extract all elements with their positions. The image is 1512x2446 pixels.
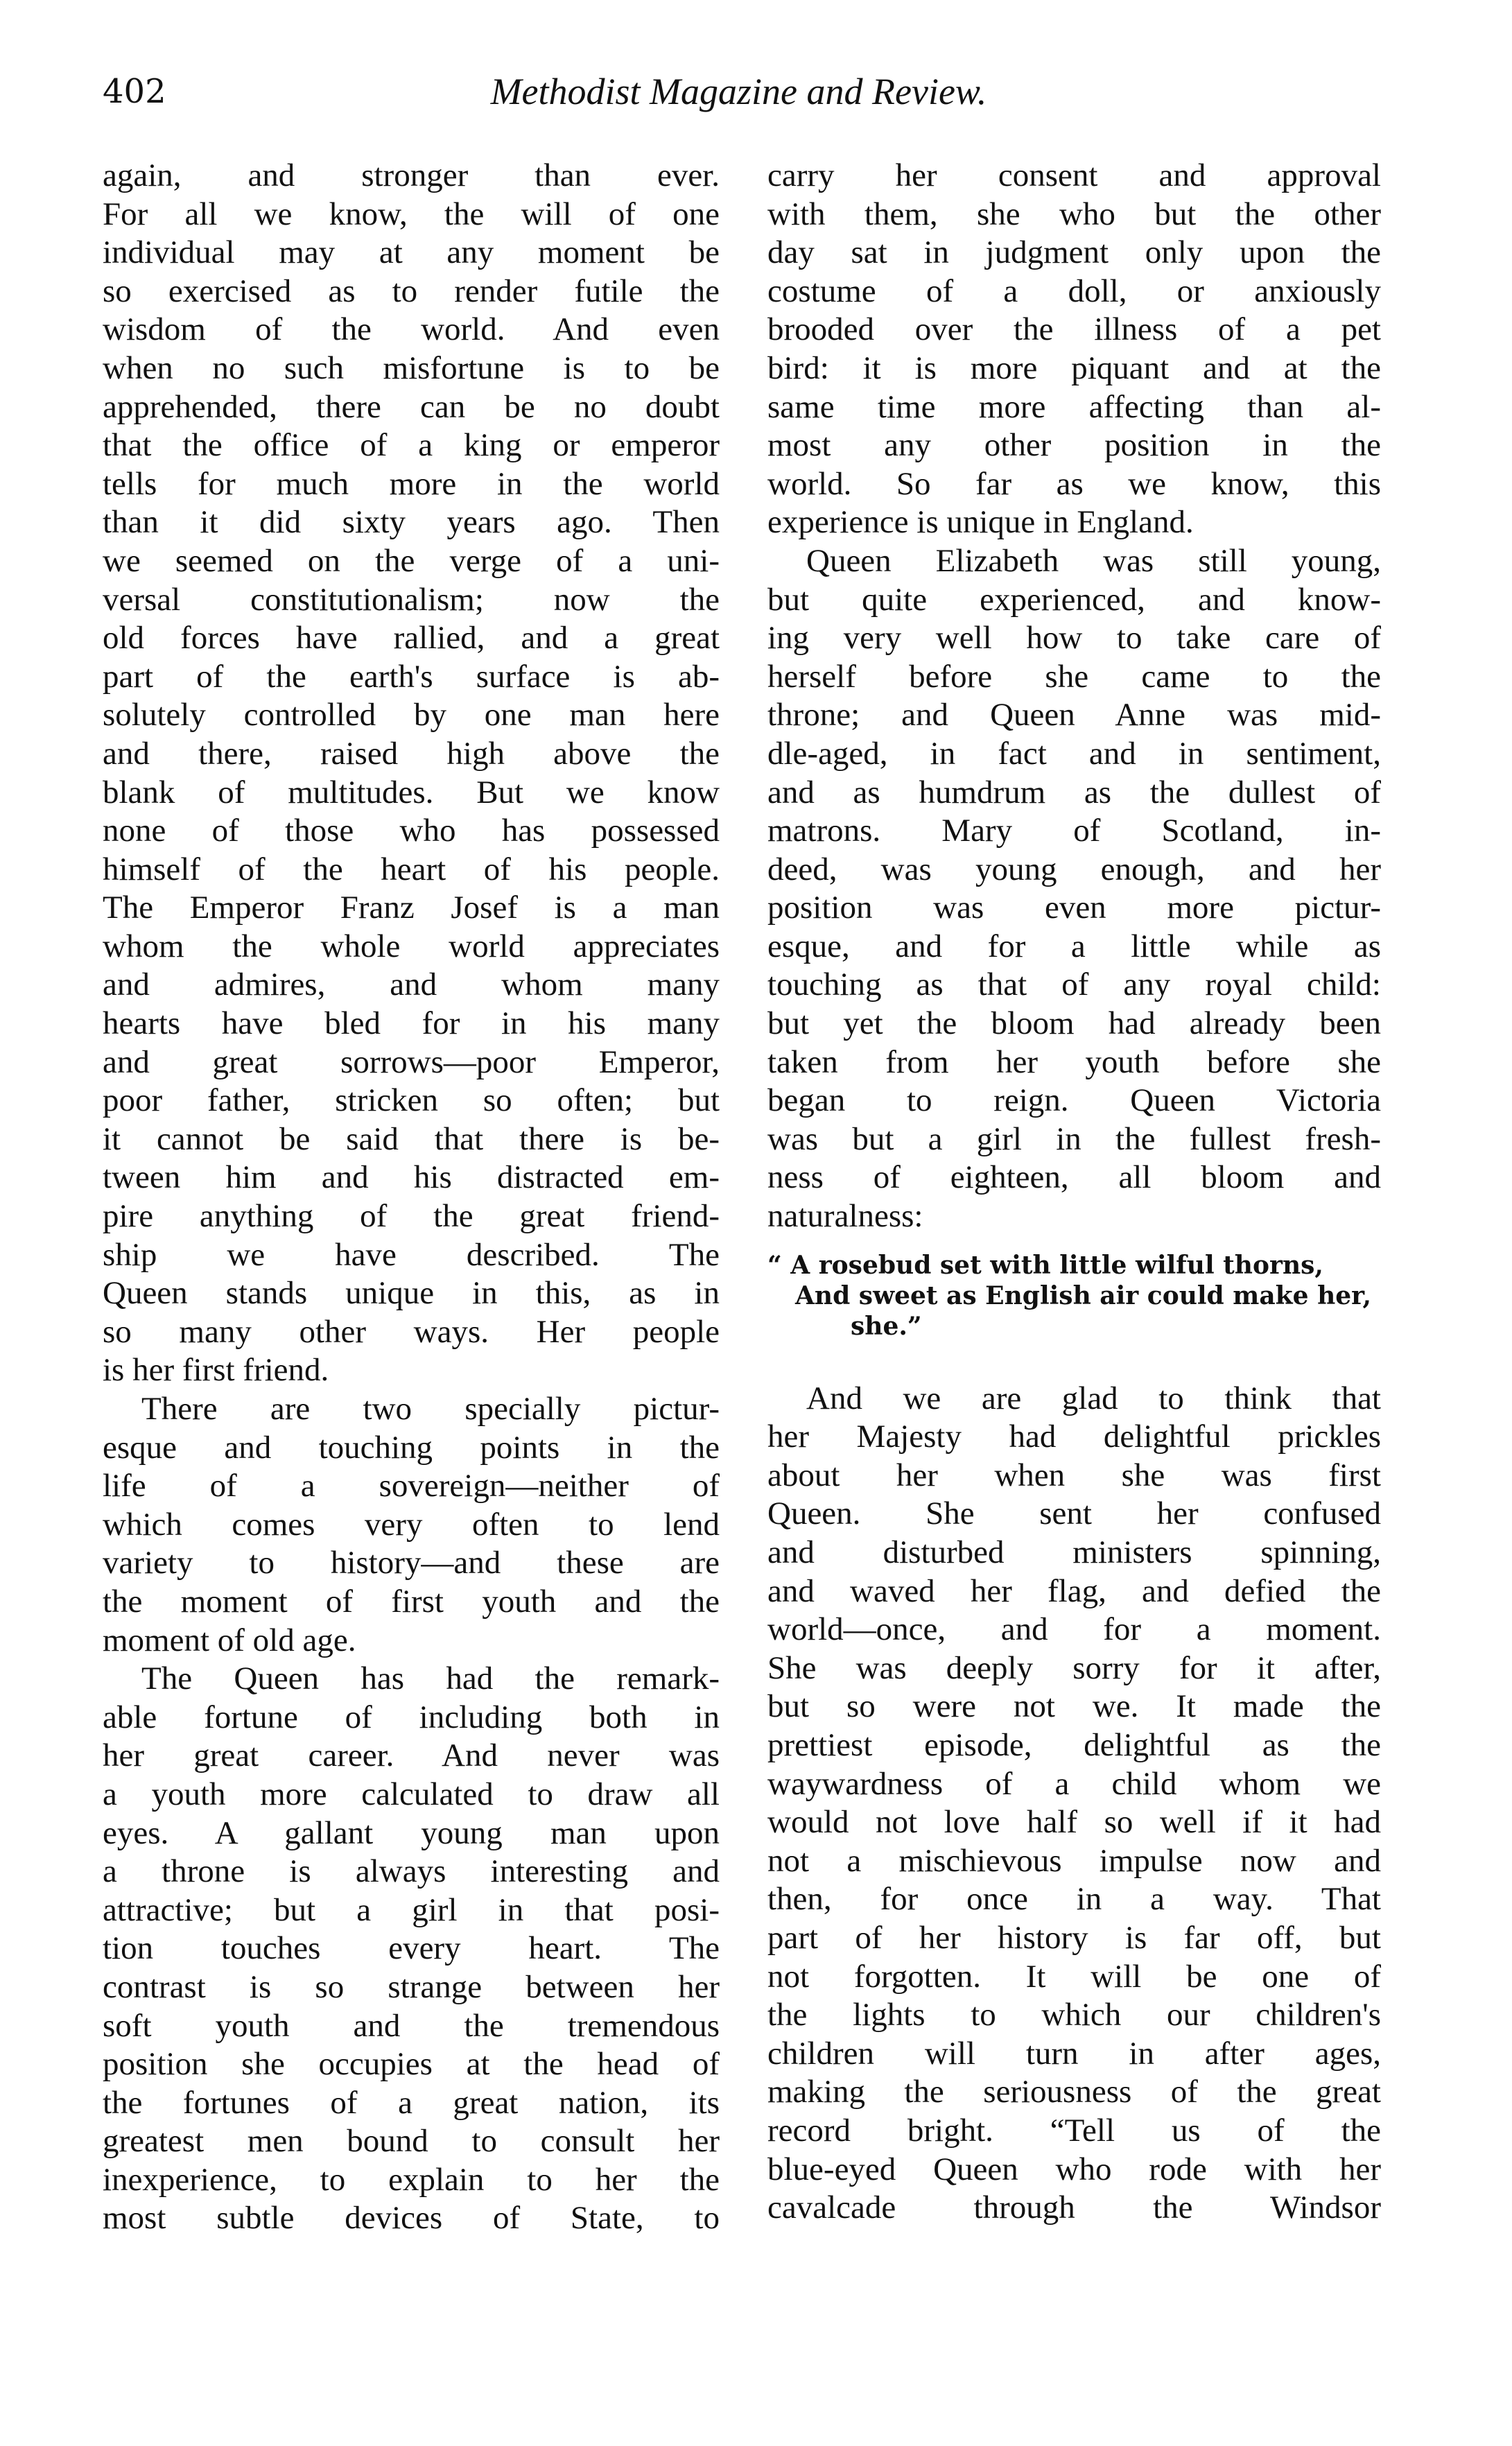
text-line: position she occupies at the head of — [103, 2046, 720, 2083]
text-line: Queen Elizabeth was still young, — [806, 542, 1381, 579]
quote-line: “ A rosebud set with little wilful thorns, — [767, 1250, 1323, 1280]
text-line: ing very well how to take care of — [767, 620, 1381, 657]
text-line: tween him and his distracted em- — [103, 1159, 720, 1196]
text-line: same time more affecting than al- — [767, 388, 1381, 425]
text-line: wisdom of the world. And even — [103, 311, 720, 348]
text-line: when no such misfortune is to be — [103, 349, 720, 386]
text-line: it cannot be said that there is be- — [103, 1120, 720, 1157]
text-line: than it did sixty years ago. Then — [103, 504, 720, 541]
text-line: bird: it is more piquant and at the — [767, 349, 1381, 386]
text-line: the moment of first youth and the — [103, 1583, 720, 1620]
text-line: began to reign. Queen Victoria — [767, 1082, 1381, 1119]
page-number: 402 — [103, 72, 166, 111]
text-line: experience is unique in England. — [767, 504, 1194, 541]
text-line: solutely controlled by one man here — [103, 697, 720, 734]
text-line: poor father, stricken so often; but — [103, 1082, 720, 1119]
text-line: pire anything of the great friend- — [103, 1198, 720, 1235]
text-line: dle-aged, in fact and in sentiment, — [767, 735, 1381, 772]
text-line: eyes. A gallant young man upon — [103, 1814, 720, 1851]
text-line: day sat in judgment only upon the — [767, 234, 1381, 271]
text-line: moment of old age. — [103, 1622, 356, 1658]
text-line: prettiest episode, delightful as the — [767, 1726, 1381, 1763]
text-line: soft youth and the tremendous — [103, 2007, 720, 2044]
text-line: a throne is always interesting and — [103, 1853, 720, 1890]
text-line: and waved her flag, and defied the — [767, 1572, 1381, 1609]
text-line: the lights to which our children's — [767, 1997, 1381, 2033]
text-line: brooded over the illness of a pet — [767, 311, 1381, 348]
text-line: Queen. She sent her confused — [767, 1495, 1381, 1532]
text-line: about her when she was first — [767, 1457, 1381, 1493]
text-line: versal constitutionalism; now the — [103, 581, 720, 618]
text-line: contrast is so strange between her — [103, 1968, 720, 2005]
text-line: most any other position in the — [767, 427, 1381, 464]
text-line: then, for once in a way. That — [767, 1881, 1381, 1918]
text-line: none of those who has possessed — [103, 813, 720, 849]
text-line: and great sorrows—poor Emperor, — [103, 1043, 720, 1080]
text-line: variety to history—and these are — [103, 1545, 720, 1581]
text-line: individual may at any moment be — [103, 234, 720, 271]
text-line: attractive; but a girl in that posi- — [103, 1891, 720, 1928]
text-line: deed, was young enough, and her — [767, 851, 1381, 887]
text-line: her Majesty had delightful prickles — [767, 1419, 1381, 1455]
text-line: For all we know, the will of one — [103, 196, 720, 232]
text-line: blank of multitudes. But we know — [103, 774, 720, 810]
text-line: matrons. Mary of Scotland, in- — [767, 813, 1381, 849]
text-line: children will turn in after ages, — [767, 2035, 1381, 2072]
text-line: carry her consent and approval — [767, 157, 1381, 193]
text-line: touching as that of any royal child: — [767, 966, 1381, 1003]
text-line: The Queen has had the remark- — [141, 1660, 720, 1697]
text-line: part of her history is far off, but — [767, 1919, 1381, 1956]
text-line: blue-eyed Queen who rode with her — [767, 2151, 1381, 2187]
text-line: and there, raised high above the — [103, 735, 720, 772]
text-line: so many other ways. Her people — [103, 1313, 720, 1350]
text-line: and disturbed ministers spinning, — [767, 1534, 1381, 1570]
text-line: There are two specially pictur- — [141, 1391, 720, 1427]
text-line: waywardness of a child whom we — [767, 1765, 1381, 1802]
text-line: inexperience, to explain to her the — [103, 2161, 720, 2198]
text-line: again, and stronger than ever. — [103, 157, 720, 193]
text-line: whom the whole world appreciates — [103, 928, 720, 964]
text-line: apprehended, there can be no doubt — [103, 388, 720, 425]
text-line: not a mischievous impulse now and — [767, 1842, 1381, 1879]
text-line: ship we have described. The — [103, 1236, 720, 1273]
text-line: position was even more pictur- — [767, 890, 1381, 926]
text-line: taken from her youth before she — [767, 1043, 1381, 1080]
text-line: Queen stands unique in this, as in — [103, 1275, 720, 1312]
text-line: hearts have bled for in his many — [103, 1005, 720, 1042]
text-line: able fortune of including both in — [103, 1699, 720, 1735]
left-column — [103, 157, 720, 2238]
quote-line: she.” — [851, 1311, 922, 1341]
text-line: record bright. “Tell us of the — [767, 2112, 1381, 2149]
text-line: himself of the heart of his people. — [103, 851, 720, 887]
text-line: greatest men bound to consult her — [103, 2123, 720, 2160]
text-line: cavalcade through the Windsor — [767, 2189, 1381, 2226]
verse-quote — [767, 1250, 1381, 1342]
text-line: esque, and for a little while as — [767, 928, 1381, 964]
running-title: Methodist Magazine and Review. — [490, 71, 987, 112]
text-line: making the seriousness of the great — [767, 2074, 1381, 2110]
text-line: world—once, and for a moment. — [767, 1611, 1381, 1648]
text-line: is her first friend. — [103, 1352, 329, 1389]
spacer — [767, 1236, 1381, 1250]
text-line: her great career. And never was — [103, 1737, 720, 1774]
text-line: and as humdrum as the dullest of — [767, 774, 1381, 810]
text-line: would not love half so well if it had — [767, 1804, 1381, 1841]
text-line: naturalness: — [767, 1198, 923, 1235]
text-line: was but a girl in the fullest fresh- — [767, 1120, 1381, 1157]
text-line: throne; and Queen Anne was mid- — [767, 697, 1381, 734]
text-line: esque and touching points in the — [103, 1429, 720, 1466]
quote-line: And sweet as English air could make her, — [795, 1281, 1372, 1310]
text-line: which comes very often to lend — [103, 1506, 720, 1543]
text-line: a youth more calculated to draw all — [103, 1776, 720, 1812]
text-line: tion touches every heart. The — [103, 1930, 720, 1967]
text-line: world. So far as we know, this — [767, 465, 1381, 502]
text-line: with them, she who but the other — [767, 196, 1381, 232]
text-line: And we are glad to think that — [806, 1380, 1381, 1416]
text-line: part of the earth's surface is ab- — [103, 658, 720, 695]
text-line: herself before she came to the — [767, 658, 1381, 695]
text-line: but so were not we. It made the — [767, 1688, 1381, 1725]
text-line: the fortunes of a great nation, its — [103, 2084, 720, 2121]
running-header — [103, 64, 1375, 119]
text-line: tells for much more in the world — [103, 465, 720, 502]
text-line: The Emperor Franz Josef is a man — [103, 890, 720, 926]
text-line: but yet the bloom had already been — [767, 1005, 1381, 1042]
text-line: life of a sovereign—neither of — [103, 1468, 720, 1504]
text-line: not forgotten. It will be one of — [767, 1958, 1381, 1995]
text-line: that the office of a king or emperor — [103, 427, 720, 464]
text-line: we seemed on the verge of a uni- — [103, 542, 720, 579]
text-line: old forces have rallied, and a great — [103, 620, 720, 657]
text-line: most subtle devices of State, to — [103, 2200, 720, 2237]
text-line: and admires, and whom many — [103, 966, 720, 1003]
text-line: so exercised as to render futile the — [103, 272, 720, 309]
right-column — [767, 157, 1381, 2228]
text-line: She was deeply sorry for it after, — [767, 1649, 1381, 1686]
spacer — [767, 1342, 1381, 1380]
text-line: ness of eighteen, all bloom and — [767, 1159, 1381, 1196]
text-line: costume of a doll, or anxiously — [767, 272, 1381, 309]
text-line: but quite experienced, and know- — [767, 581, 1381, 618]
